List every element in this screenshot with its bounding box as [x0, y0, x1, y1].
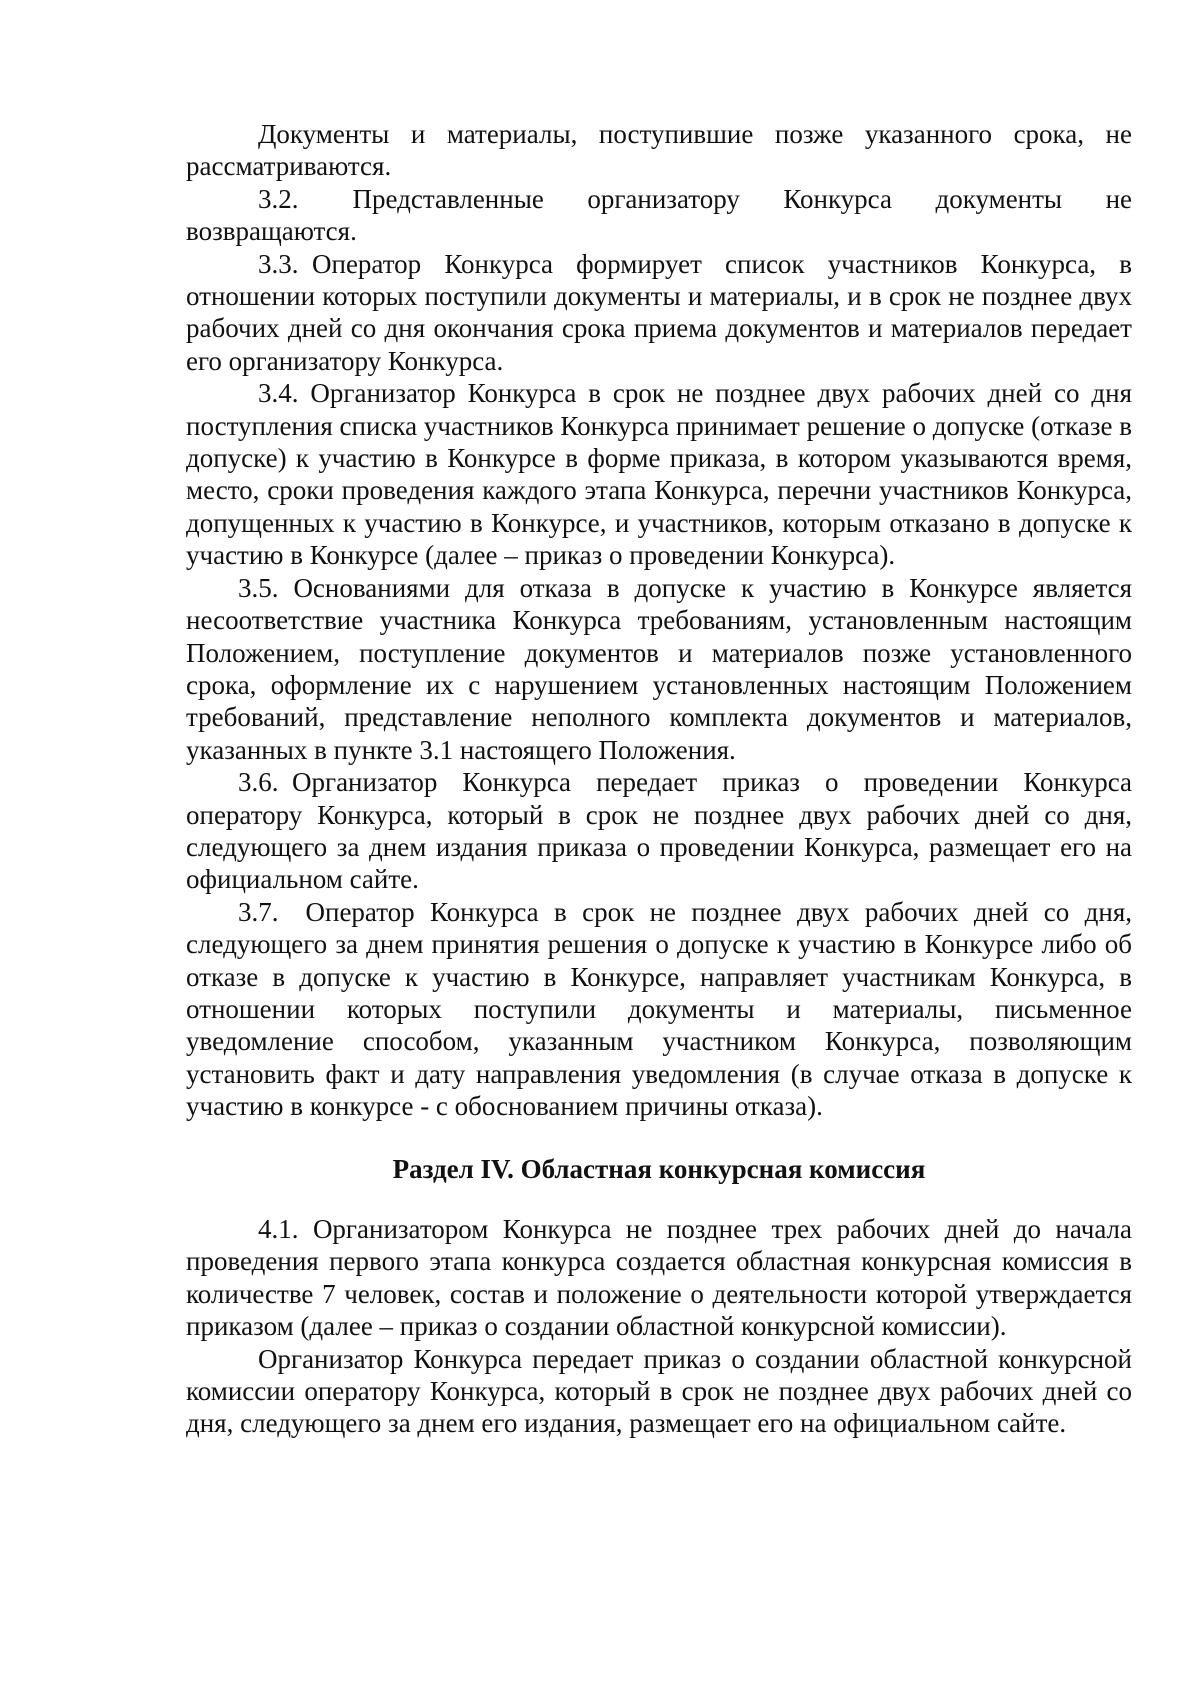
section-heading: Раздел IV. Областная конкурсная комиссия	[392, 1153, 926, 1184]
paragraph-3-2: 3.2. Представленные организатору Конкурса документы не возвращаются.	[186, 183, 1132, 247]
paragraph-3-6: 3.6. Организатор Конкурса передает приказ о проведении Конкурса оператору Конкурса, который в срок не позднее двух рабочих дней со дня, следующего за днем издания приказа о проведении Конкурса, размещает его на официальном сайте.	[186, 767, 1132, 895]
paragraph-commission-order: Организатор Конкурса передает приказ о создании областной конкурсной комиссии оператору Конкурса, который в срок не позднее двух рабочих дней со дня, следующего за днем его издания, размещает его на официальном сайте.	[186, 1343, 1132, 1439]
paragraph-3-7: 3.7. Оператор Конкурса в срок не позднее двух рабочих дней со дня, следующего за днем принятия решения о допуске к участию в Конкурсе либо об отказе в допуске к участию в Конкурсе, направляет участникам Конкурса, в отношении которых поступили документы и материалы, письменное уведомление способом, указанным участником Конкурса, позволяющим установить факт и дату направления уведомления (в случае отказа в допуске к участию в конкурсе - с обоснованием причины отказа).	[186, 896, 1132, 1122]
paragraph-3-3: 3.3. Оператор Конкурса формирует список участников Конкурса, в отношении которых поступили документы и материалы, и в срок не позднее двух рабочих дней со дня окончания срока приема документов и материалов передает его организатору Конкурса.	[186, 248, 1132, 376]
document-page	[186, 118, 1132, 1440]
paragraph-late-documents: Документы и материалы, поступившие позже указанного срока, не рассматриваются.	[186, 119, 1132, 182]
paragraph-3-4: 3.4. Организатор Конкурса в срок не позднее двух рабочих дней со дня поступления списка участников Конкурса принимает решение о допуске (отказе в допуске) к участию в Конкурсе в форме приказа, в котором указываются время, место, сроки проведения каждого этапа Конкурса, перечни участников Конкурса, допущенных к участию в Конкурсе, и участников, которым отказано в допуске к участию в Конкурсе (далее – приказ о проведении Конкурса).	[186, 378, 1132, 571]
paragraph-4-1: 4.1. Организатором Конкурса не позднее трех рабочих дней до начала проведения первого этапа конкурса создается областная конкурсная комиссия в количестве 7 человек, состав и положение о деятельности которой утверждается приказом (далее – приказ о создании областной конкурсной комиссии).	[186, 1214, 1132, 1342]
paragraph-3-5: 3.5. Основаниями для отказа в допуске к участию в Конкурсе является несоответствие участника Конкурса требованиям, установленным настоящим Положением, поступление документов и материалов позже установленного срока, оформление их с нарушением установленных настоящим Положением требований, представление неполного комплекта документов и материалов, указанных в пункте 3.1 настоящего Положения.	[186, 572, 1132, 765]
